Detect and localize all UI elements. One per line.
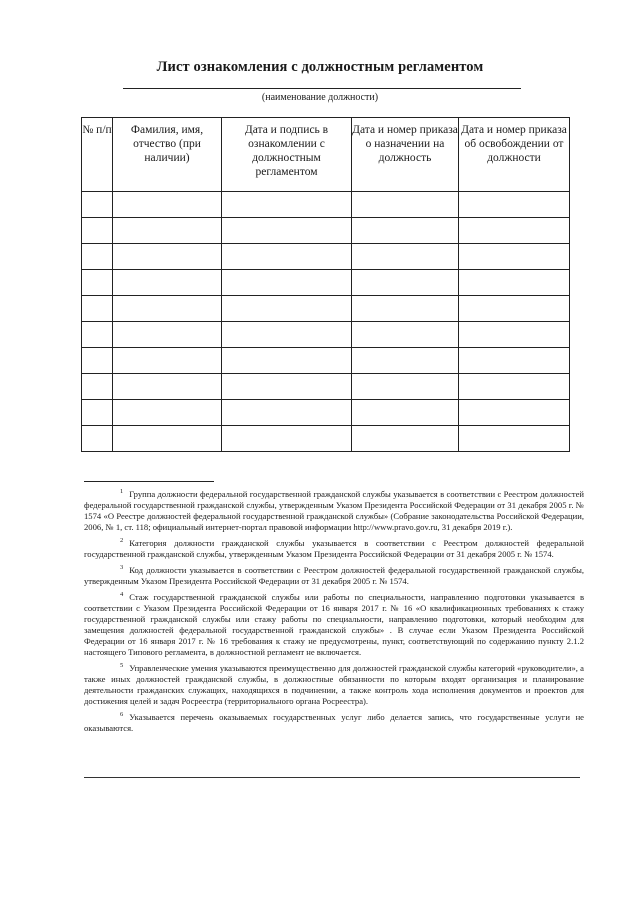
table-cell <box>352 400 459 426</box>
table-cell <box>113 244 222 270</box>
table-cell <box>82 218 113 244</box>
table-cell <box>82 244 113 270</box>
table-body <box>82 192 570 452</box>
table-row <box>82 218 570 244</box>
header-full-name: Фамилия, имя, отчество (при наличии) <box>113 118 222 192</box>
header-appointment-order: Дата и номер приказа о назначении на должность <box>352 118 459 192</box>
footnote-text: Группа должности федеральной государственной гражданской службы указывается в соответствии с Реестром должностей федеральной государственной гражданской службы, утвержденным Указом Президента Российской Федерации от 31 декабря 2005 г. № 1574 «О Реестре должностей федеральной государственной гражданской службы» (Собрание законодательства Российской Федерации, 2006, № 1, ст. 118; официальный интернет-портал правовой информации http://www.pravo.gov.ru, 31 декабря 2019 г.). <box>84 489 584 532</box>
table-cell <box>459 296 570 322</box>
table-cell <box>459 374 570 400</box>
footnote <box>84 535 584 560</box>
footnote-separator <box>84 481 214 482</box>
footnotes <box>84 486 584 736</box>
table-cell <box>113 348 222 374</box>
footnote <box>84 486 584 533</box>
table-cell <box>82 374 113 400</box>
page-title: Лист ознакомления с должностным регламентом <box>156 59 484 75</box>
table-cell <box>352 374 459 400</box>
table-cell <box>113 270 222 296</box>
table-cell <box>222 296 352 322</box>
header-number: № п/п <box>82 118 113 192</box>
table-cell <box>82 192 113 218</box>
position-caption: (наименование должности) <box>261 92 379 103</box>
table-cell <box>459 192 570 218</box>
table-row <box>82 348 570 374</box>
footnote <box>84 709 584 734</box>
footnote <box>84 562 584 587</box>
table-cell <box>222 426 352 452</box>
table-cell <box>113 426 222 452</box>
footnote-text: Категория должности гражданской службы указывается в соответствии с Реестром должностей федеральной государственной гражданской службы, утвержденным Указом Президента Российской Федерации от 31 декабря 2005 г. № 1574. <box>84 538 584 559</box>
table-cell <box>222 218 352 244</box>
table-cell <box>222 244 352 270</box>
footnote-text: Управленческие умения указываются преимущественно для должностей гражданской службы категорий «руководители», а также иных должностей гражданской службы, в должностные обязанности по которым входят организация и планирование деятельности гражданских служащих, находящихся в подчинении, а также контроль хода исполнения документов и проектов для достижения целей и задач Росреестра (территориального органа Росреестра). <box>84 663 584 706</box>
table-cell <box>222 348 352 374</box>
footnote-number: 6 <box>120 711 124 718</box>
footnote-number: 2 <box>120 537 124 544</box>
table-cell <box>113 296 222 322</box>
table-cell <box>113 374 222 400</box>
table-cell <box>459 400 570 426</box>
footnote-number: 4 <box>120 591 124 598</box>
table-cell <box>459 244 570 270</box>
table-cell <box>352 348 459 374</box>
table-cell <box>82 270 113 296</box>
table-cell <box>222 400 352 426</box>
footnote <box>84 660 584 707</box>
footnote-text: Указывается перечень оказываемых государственных услуг либо делается запись, что государственные услуги не оказываются. <box>84 712 584 733</box>
table-cell <box>352 244 459 270</box>
table-cell <box>352 426 459 452</box>
table-cell <box>82 348 113 374</box>
table-cell <box>113 192 222 218</box>
table-cell <box>113 218 222 244</box>
table-cell <box>459 426 570 452</box>
header-signature-date: Дата и подпись в ознакомлении с должностным регламентом <box>222 118 352 192</box>
table-row <box>82 322 570 348</box>
table-cell <box>222 270 352 296</box>
table-row <box>82 296 570 322</box>
table-cell <box>352 192 459 218</box>
table-row <box>82 192 570 218</box>
footnote-text: Код должности указывается в соответствии с Реестром должностей федеральной государственной гражданской службы, утвержденным Указом Президента Российской Федерации от 31 декабря 2005 г. № 1574. <box>84 565 584 586</box>
table-cell <box>82 400 113 426</box>
table-row <box>82 400 570 426</box>
table-cell <box>222 192 352 218</box>
table-cell <box>113 322 222 348</box>
header-dismissal-order: Дата и номер приказа об освобождении от должности <box>459 118 570 192</box>
table-cell <box>82 322 113 348</box>
table-cell <box>459 322 570 348</box>
table-row <box>82 426 570 452</box>
table-cell <box>222 322 352 348</box>
table-row <box>82 244 570 270</box>
table-cell <box>352 296 459 322</box>
table-cell <box>113 400 222 426</box>
footnote-number: 3 <box>120 564 124 571</box>
table-cell <box>82 296 113 322</box>
table-cell <box>352 218 459 244</box>
position-name-line <box>123 88 521 89</box>
table-row <box>82 270 570 296</box>
table-row <box>82 374 570 400</box>
table-cell <box>352 270 459 296</box>
table-cell <box>459 270 570 296</box>
table-cell <box>459 348 570 374</box>
footnote-number: 1 <box>120 488 124 495</box>
table-cell <box>352 322 459 348</box>
table-header-row <box>82 118 570 192</box>
table-cell <box>82 426 113 452</box>
footnote-number: 5 <box>120 662 124 669</box>
table-cell <box>459 218 570 244</box>
table-cell <box>222 374 352 400</box>
footnote-text: Стаж государственной гражданской службы или работы по специальности, направлению подготовки указывается в соответствии с Указом Президента Российской Федерации от 16 января 2017 г. № 16 «О квалификационных требованиях к стажу государственной гражданской службы или стажу работы по специальности, направлению подготовки, который необходим для замещения должностей федеральной государственной гражданской службы» . В случае если Указом Президента Российской Федерации от 16 января 2017 г. № 16 требования к стажу не предусмотрены, пункт, соответствующий по содержанию пункту 2.1.2 настоящего Типового регламента, в должностной регламент не включается. <box>84 592 584 657</box>
bottom-rule <box>84 777 580 778</box>
footnote <box>84 589 584 658</box>
acquaintance-table <box>81 117 570 452</box>
